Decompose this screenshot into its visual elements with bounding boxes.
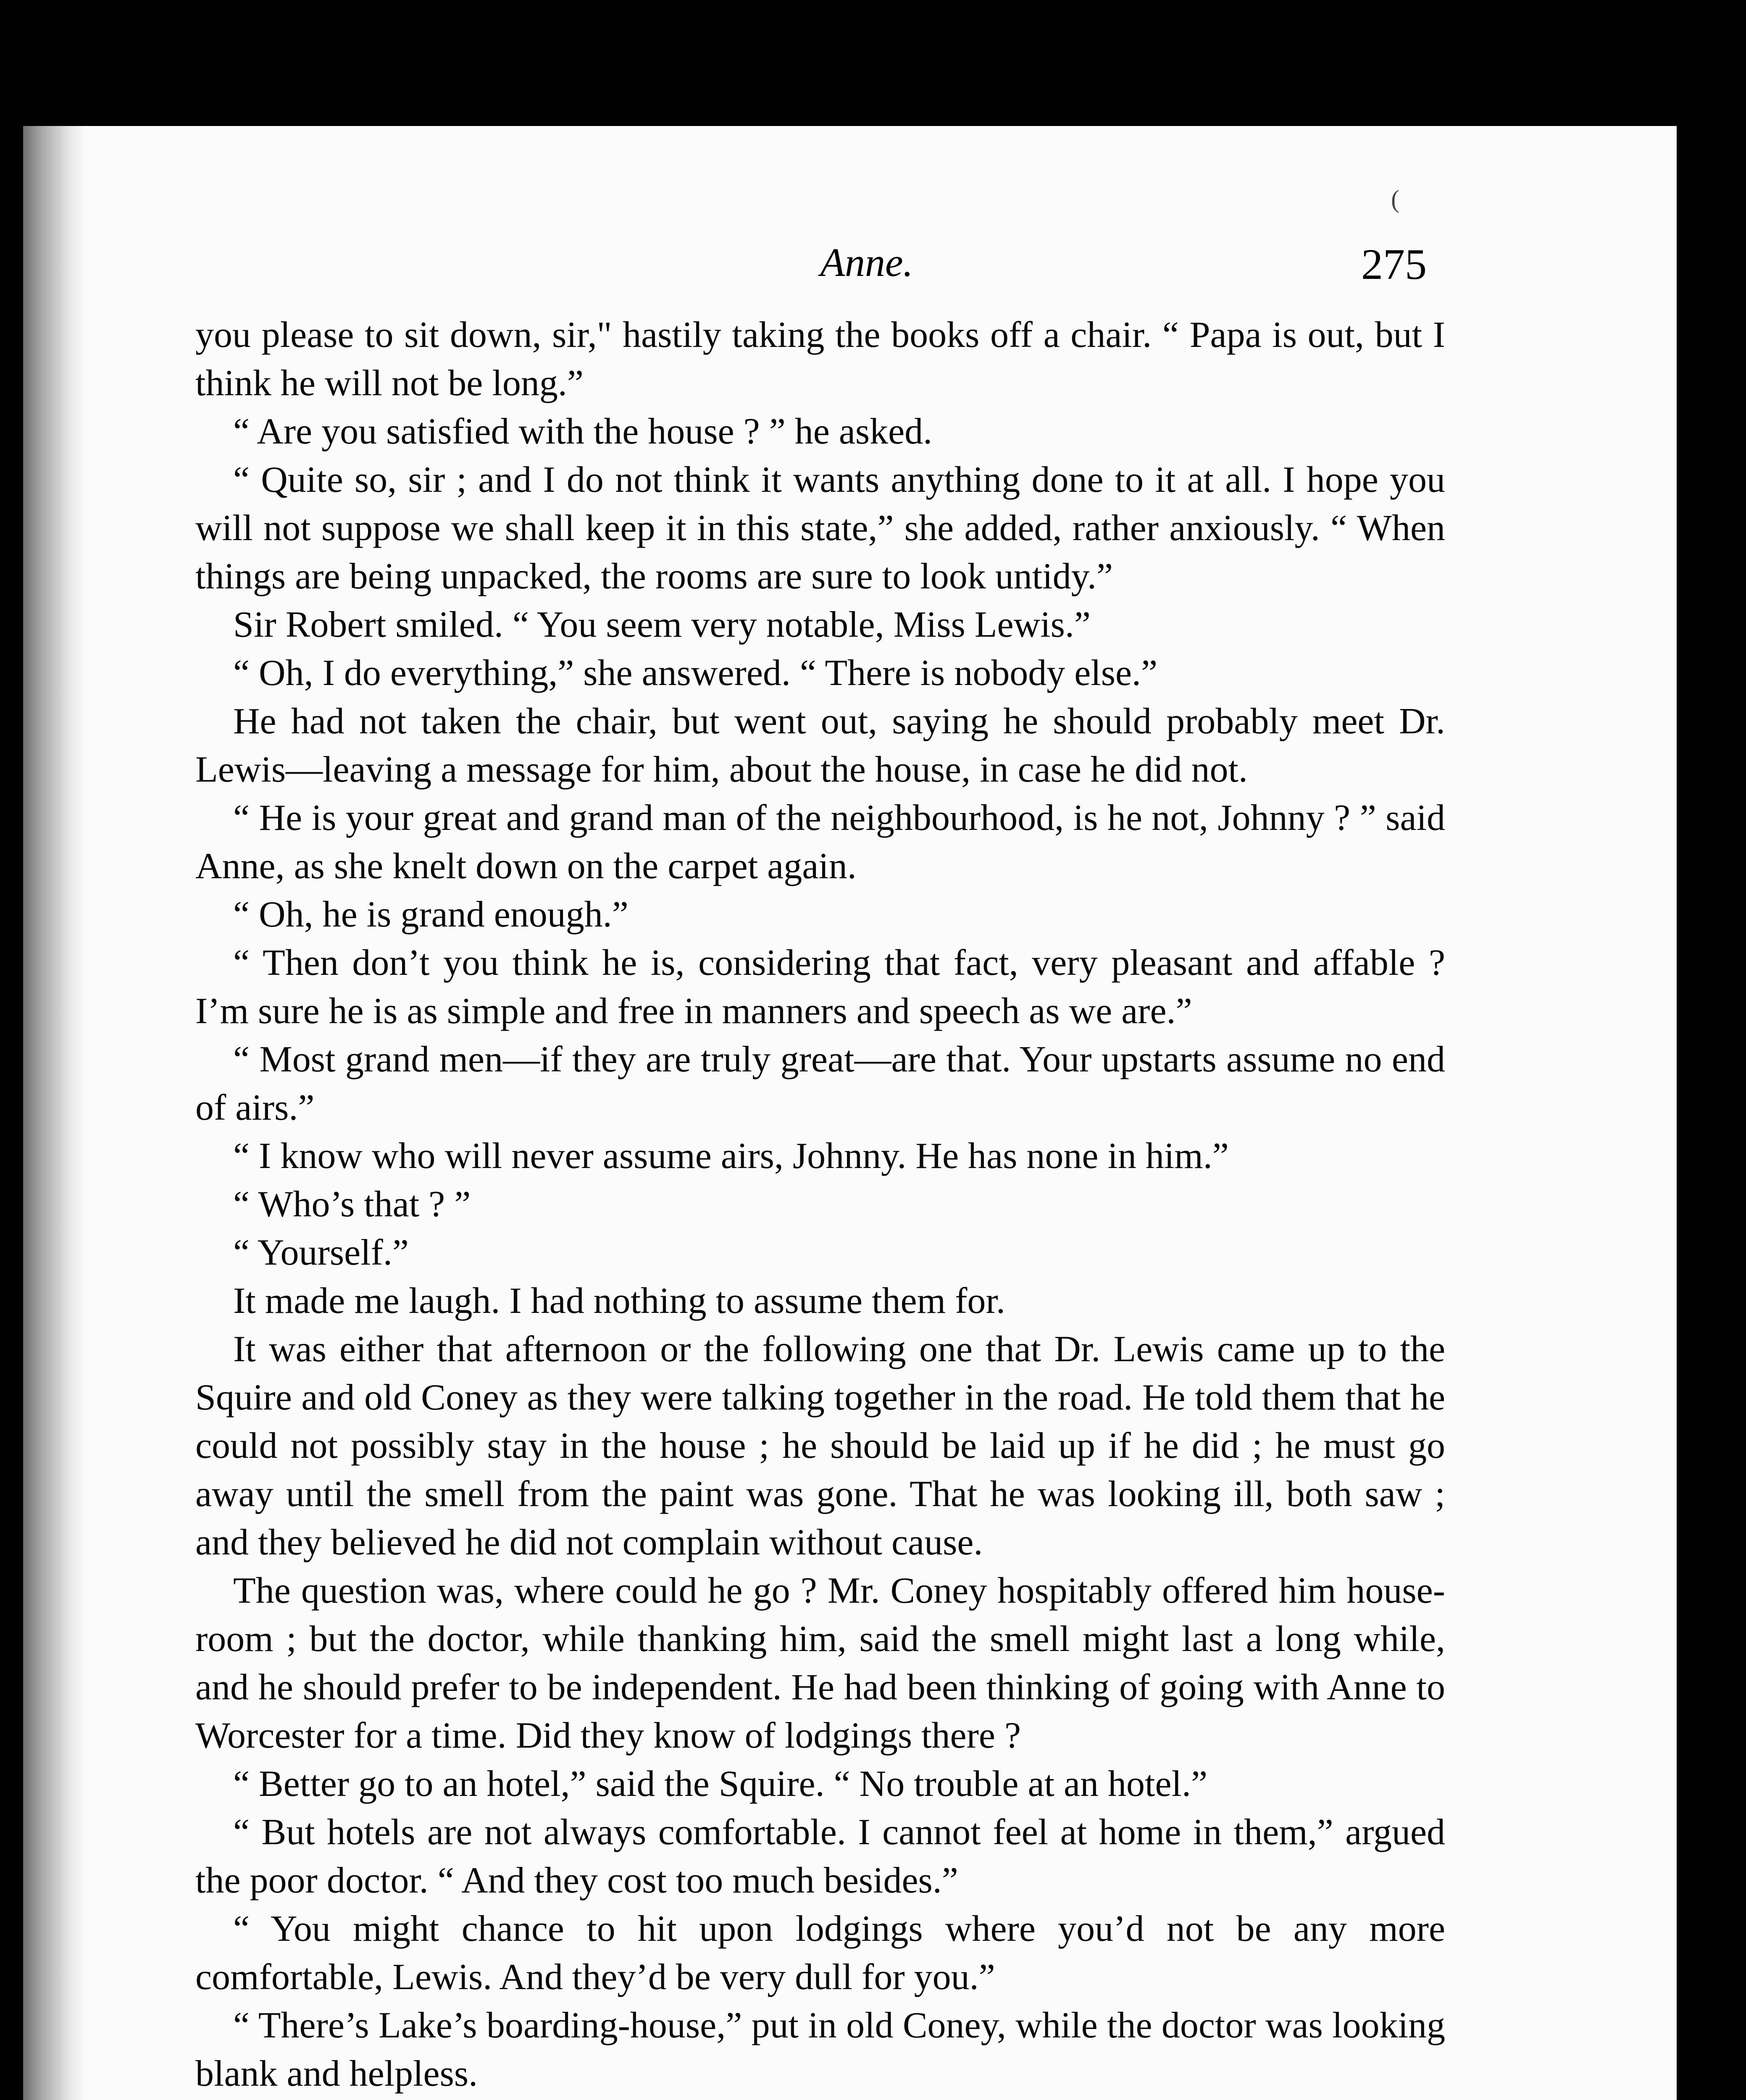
paragraph: “ Oh, he is grand enough.” <box>233 894 628 935</box>
paragraph: Sir Robert smiled. “ You seem very notable, Miss Lewis.” <box>233 604 1091 645</box>
paragraph: “ I know who will never assume airs, Johnny. He has none in him.” <box>233 1136 1229 1176</box>
paragraph: The question was, where could he go ? Mr. Coney hospitably offered him house-room ; but the doctor, while thanking him, said the smell might last a long while, and he should prefer to be independent. He had been thinking of going with Anne to Worcester for a time. Did they know of lodgings there ? <box>195 1570 1445 1756</box>
paragraph: “ Most grand men—if they are truly great—are that. Your upstarts assume no end of airs.” <box>195 1039 1445 1128</box>
paragraph: It was either that afternoon or the following one that Dr. Lewis came up to the Squire and old Coney as they were talking together in the road. He told them that he could not possibly stay in the house ; he should be laid up if he did ; he must go away until the smell from the paint was gone. That he was looking ill, both saw ; and they believed he did not complain without cause. <box>195 1329 1445 1563</box>
paragraph <box>195 2098 1445 2100</box>
paragraph: “ Are you satisfied with the house ? ” he asked. <box>233 411 933 452</box>
running-head <box>23 185 1677 307</box>
paragraph: “ He is your great and grand man of the neighbourhood, is he not, Johnny ? ” said Anne, as she knelt down on the carpet again. <box>195 798 1445 887</box>
stray-mark: ( <box>1391 185 1399 213</box>
paragraph: “ There’s Lake’s boarding-house,” put in old Coney, while the doctor was looking blank and helpless. <box>195 2005 1445 2094</box>
paragraph: It made me laugh. I had nothing to assume them for. <box>233 1281 1005 1321</box>
paragraph: you please to sit down, sir," hastily taking the books off a chair. “ Papa is out, but I think he will not be long.” <box>195 315 1445 404</box>
paragraph: He had not taken the chair, but went out, saying he should probably meet Dr. Lewis—leaving a message for him, about the house, in case he did not. <box>195 701 1445 790</box>
paragraph: “ Better go to an hotel,” said the Squire. “ No trouble at an hotel.” <box>233 1764 1208 1804</box>
paragraph: “ Then don’t you think he is, considering that fact, very pleasant and affable ? I’m sure he is as simple and free in manners and speech as we are.” <box>195 942 1445 1032</box>
paragraph: “ But hotels are not always comfortable. I cannot feel at home in them,” argued the poor doctor. “ And they cost too much besides.” <box>195 1812 1445 1901</box>
paragraph: “ Oh, I do everything,” she answered. “ There is nobody else.” <box>233 653 1158 693</box>
running-title: Anne. <box>820 240 913 285</box>
book-page <box>23 126 1677 2100</box>
paragraph: “ Quite so, sir ; and I do not think it wants anything done to it at all. I hope you will not suppose we shall keep it in this state,” she added, rather anxiously. “ When things are being unpacked, the rooms are sure to look untidy.” <box>195 459 1445 597</box>
paragraph: “ You might chance to hit upon lodgings where you’d not be any more comfortable, Lewis. And they’d be very dull for you.” <box>195 1908 1445 1998</box>
paragraph: “ Yourself.” <box>233 1232 409 1273</box>
page-number: 275 <box>1361 240 1427 289</box>
paragraph: “ Who’s that ? ” <box>233 1184 471 1225</box>
page-body <box>195 311 1445 2100</box>
